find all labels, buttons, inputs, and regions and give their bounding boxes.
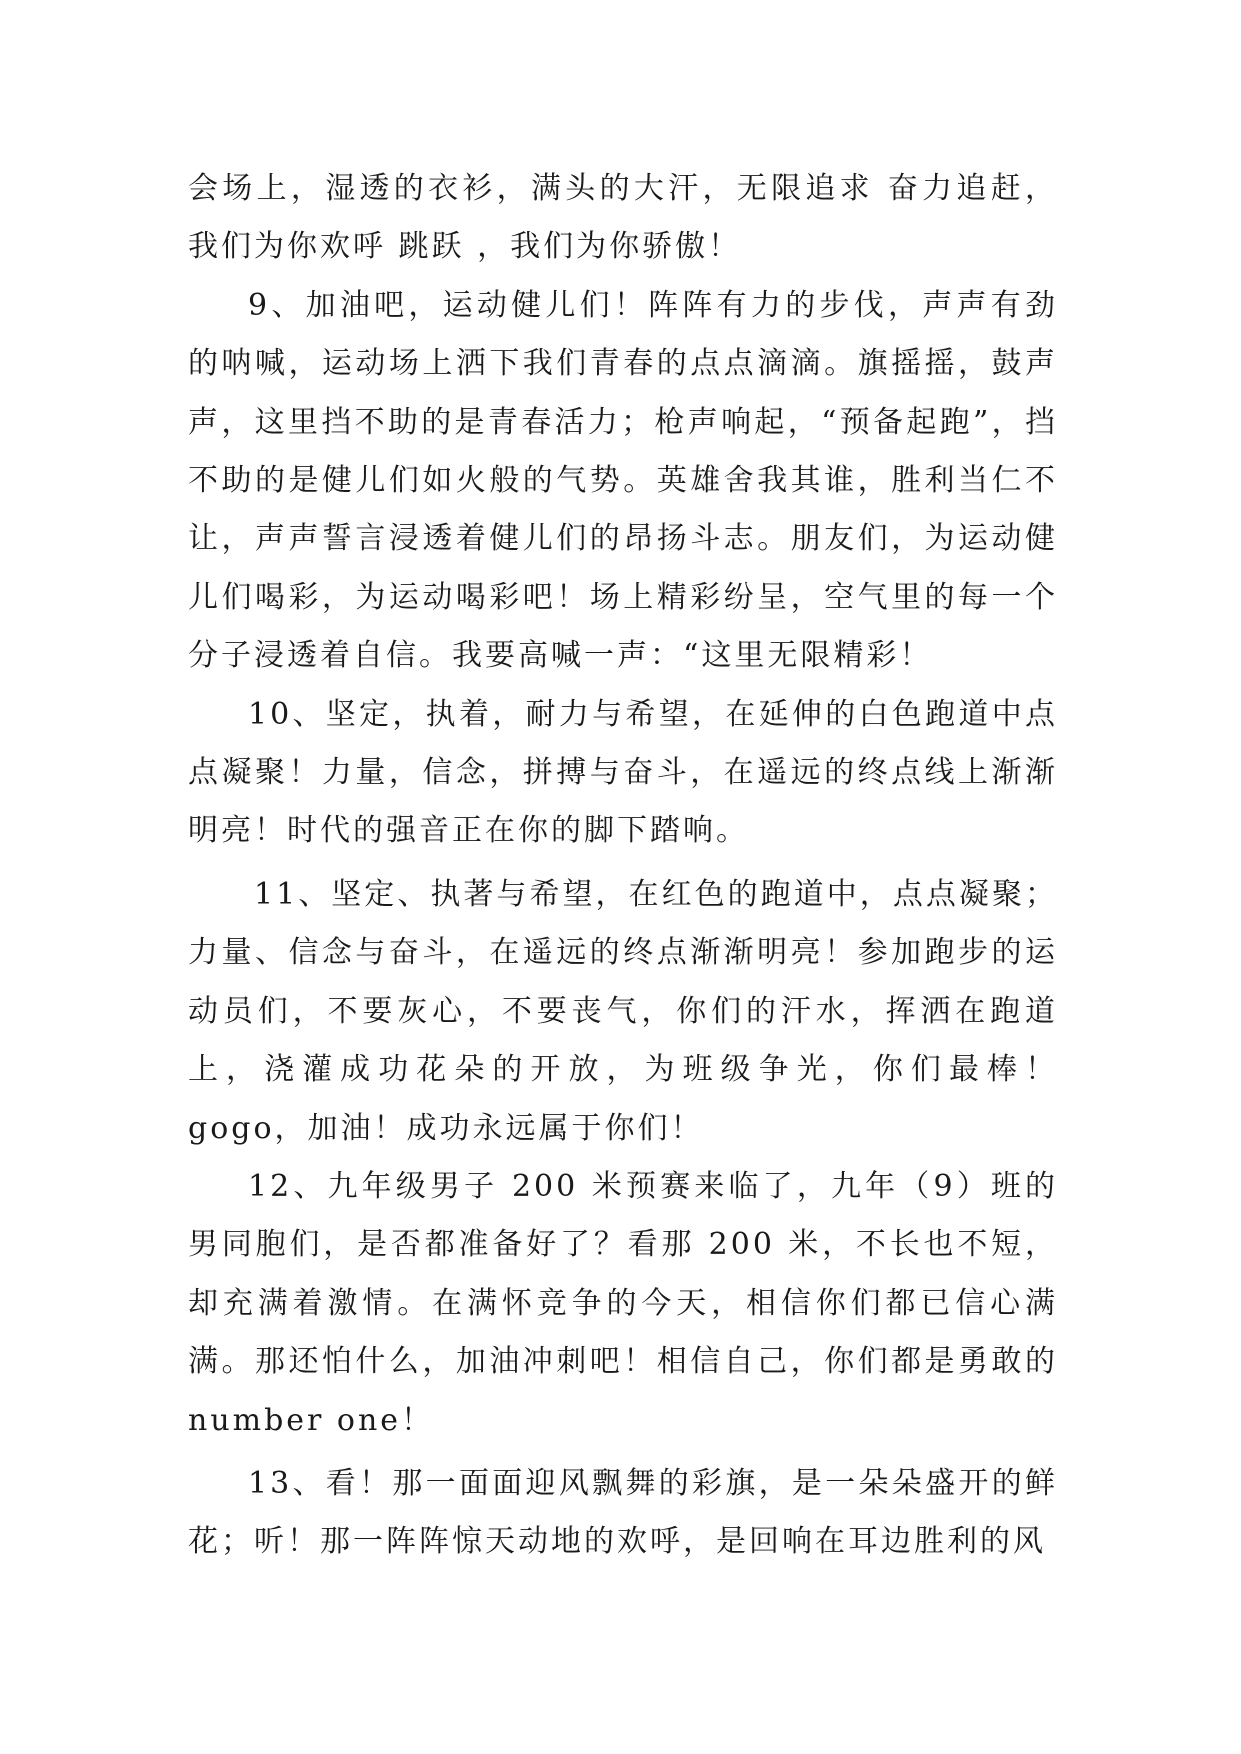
paragraph-item-11: 11、坚定、执著与希望，在红色的跑道中，点点凝聚；力量、信念与奋斗，在遥远的终点渐渐明亮！参加跑步的运动员们，不要灰心，不要丧气，你们的汗水，挥洒在跑道上，浇灌成功花朵的开放，为班级争光，你们最棒！gogo，加油！成功永远属于你们！ xyxy=(188,876,1058,1146)
paragraph-item-12: 12、九年级男子 200 米预赛来临了，九年（9）班的男同胞们，是否都准备好了？看那 200 米，不长也不短，却充满着激情。在满怀竞争的今天，相信你们都已信心满满。那还怕什么，加油冲刺吧！相信自己，你们都是勇敢的 number one！ xyxy=(188,1168,1058,1438)
document-body xyxy=(188,160,1058,1572)
paragraph-item-13: 13、看！那一面面迎风飘舞的彩旗，是一朵朵盛开的鲜花；听！那一阵阵惊天动地的欢呼，是回响在耳边胜利的风 xyxy=(188,1465,1058,1560)
paragraph-continuation: 会场上，湿透的衣衫，满头的大汗，无限追求 奋力追赶，我们为你欢呼 跳跃 ，我们为你骄傲！ xyxy=(188,171,1058,265)
paragraph-item-9: 9、加油吧，运动健儿们！阵阵有力的步伐，声声有劲的呐喊，运动场上洒下我们青春的点点滴滴。旗摇摇，鼓声声，这里挡不助的是青春活力；枪声响起，“预备起跑”，挡不助的是健儿们如火般的气势。英雄舍我其谁，胜利当仁不让，声声誓言浸透着健儿们的昂扬斗志。朋友们，为运动健儿们喝彩，为运动喝彩吧！场上精彩纷呈，空气里的每一个分子浸透着自信。我要高喊一声：“这里无限精彩！ xyxy=(188,287,1058,674)
paragraph-item-10: 10、坚定，执着，耐力与希望，在延伸的白色跑道中点点凝聚！力量，信念，拼搏与奋斗，在遥远的终点线上渐渐明亮！时代的强音正在你的脚下踏响。 xyxy=(188,696,1058,849)
